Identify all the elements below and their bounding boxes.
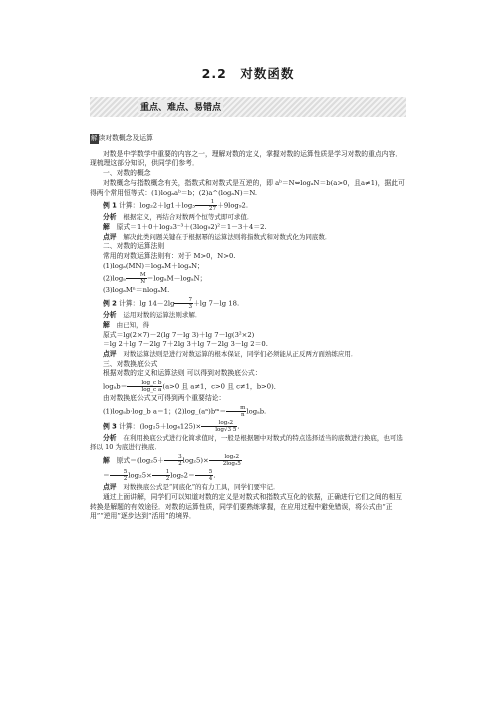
rule-2 bbox=[90, 271, 406, 286]
formula-fraction bbox=[127, 380, 162, 393]
comment-text: 对数运算法则是进行对数运算的根本保证，同学们必须能从正反两方面熟练应用． bbox=[123, 349, 358, 358]
example1-text-b: ＋9log₉2. bbox=[217, 201, 248, 210]
solution2-c: log₅2＝ bbox=[170, 471, 195, 480]
rule-2-b: ＝logₐM－logₐN； bbox=[146, 274, 207, 283]
rule-2-a: (2)logₐ bbox=[103, 274, 126, 283]
frac-denominator: 2log₃5 bbox=[222, 461, 241, 468]
example2-label: 例 2 bbox=[103, 299, 117, 308]
example3-label: 例 3 bbox=[103, 422, 117, 431]
solution-label: 解 bbox=[103, 222, 110, 231]
solution-fraction-2 bbox=[209, 454, 242, 467]
example3-solution bbox=[90, 453, 406, 468]
example3-comment bbox=[90, 483, 406, 493]
example3-text-a: 计算：(log₂5＋log₄125)× bbox=[119, 422, 202, 431]
section2-paragraph: 常用的对数运算法则有：对于 M>0，N>0. bbox=[103, 252, 236, 261]
section1-paragraph: 对数概念与指数概念有关，指数式和对数式是互逆的，即 aᵇ＝N⇔logₐN＝b(a>0，且a≠1)，据此可得两个常用恒等式：(1)logₐaᵇ＝b；(2)a^(logₐN)＝N. bbox=[90, 178, 405, 197]
solution-label: 解 bbox=[103, 320, 110, 329]
frac-numerator: m bbox=[226, 405, 246, 412]
change-of-base-formula bbox=[90, 379, 406, 394]
example2-text-b: ＋lg 7－lg 18. bbox=[193, 299, 240, 308]
frac-numerator: 7 bbox=[174, 297, 193, 304]
frac-numerator: 1 bbox=[195, 199, 217, 206]
solution-b: log₂5)× bbox=[182, 456, 209, 465]
frac-denominator: 2 bbox=[123, 476, 128, 483]
solution2-e: . bbox=[213, 471, 216, 480]
conclusions-b: logₐb. bbox=[246, 407, 267, 416]
article-body bbox=[90, 134, 406, 522]
intro-paragraph: 对数是中学数学中重要的内容之一，理解对数的定义，掌握对数的运算性质是学习对数的重点内容．现梳理这部分知识，供同学们参考． bbox=[90, 149, 403, 168]
analysis-text: 运用对数的运算法则求解． bbox=[123, 311, 202, 320]
example2-solution-line2: ＝lg 2＋lg 7－2lg 7＋2lg 3＋lg 7－2lg 3－lg 2＝0. bbox=[103, 340, 268, 349]
example2-comment bbox=[90, 350, 406, 360]
example3-solution-line2 bbox=[90, 468, 406, 483]
solution2-b: log₂5× bbox=[128, 471, 152, 480]
solution-a: 原式＝(log₂5＋ bbox=[116, 456, 165, 465]
comment-text: 解决此类问题关键在于根据幂的运算法则将指数式和对数式化为同底数． bbox=[123, 232, 332, 241]
analysis-label: 分析 bbox=[103, 311, 117, 320]
conclusions-a: (1)logₐb·log_b a＝1；(2)log_(aⁿ)bᵐ＝ bbox=[103, 407, 227, 416]
example3-analysis bbox=[90, 434, 406, 453]
example2-text-a: 计算：lg 14－2lg bbox=[119, 299, 175, 308]
section2-heading: 二、对数的运算法则 bbox=[103, 242, 165, 251]
page-title: 2.2 对数函数 bbox=[201, 66, 295, 81]
solution-text: 原式＝1＋0＋log₃3⁻³＋(3log₉2)²＝1－3＋4＝2. bbox=[116, 222, 267, 231]
solution2-fraction-1 bbox=[110, 469, 129, 482]
example2-fraction bbox=[174, 297, 193, 310]
frac-numerator: log_c b bbox=[127, 380, 162, 387]
formula-a: logₐb＝ bbox=[103, 382, 128, 391]
section3-paragraph: 根据对数的定义和运算法则 可以得到对数换底公式： bbox=[103, 369, 262, 378]
analysis-text: 在利用换底公式进行化简求值时，一般是根据题中对数式的特点选择适当的底数进行换底，也可选择以 10 为底进行换底． bbox=[90, 433, 403, 452]
section3-heading: 三、对数换底公式 bbox=[103, 359, 158, 368]
example1-fraction bbox=[195, 199, 217, 212]
intro-heading-text: 读对数概念及运算 bbox=[98, 134, 153, 142]
analysis-text: 根据定义，再结合对数两个恒等式即可求值． bbox=[123, 213, 254, 222]
frac-numerator: M bbox=[126, 272, 147, 279]
section-banner bbox=[90, 97, 406, 117]
intro-badge: 解 bbox=[91, 134, 98, 142]
rule-1: (1)logₐ(MN)＝logₐM＋logₐN； bbox=[103, 261, 204, 270]
solution2-fraction-2 bbox=[152, 469, 171, 482]
frac-numerator: 5 bbox=[195, 469, 214, 476]
solution-fraction-1 bbox=[164, 454, 183, 467]
frac-denominator: 2 bbox=[165, 476, 170, 483]
frac-numerator: 1 bbox=[152, 469, 171, 476]
solution-intro: 由已知，得 bbox=[116, 320, 150, 329]
analysis-label: 分析 bbox=[103, 433, 117, 442]
section3-paragraph-2: 由对数换底公式又可得到两个重要结论： bbox=[103, 394, 226, 403]
example1-text-a: 计算：log₂2＋lg1＋log₃ bbox=[119, 201, 195, 210]
banner-label: 重点、难点、易错点 bbox=[138, 100, 223, 113]
frac-numerator: log₃2 bbox=[201, 420, 237, 427]
example3-fraction bbox=[201, 419, 240, 433]
example2-analysis bbox=[90, 311, 406, 321]
conclusions bbox=[90, 404, 406, 419]
intro-heading bbox=[90, 134, 406, 144]
example1-label: 例 1 bbox=[103, 201, 117, 210]
example1-analysis bbox=[90, 213, 406, 223]
example2 bbox=[90, 296, 406, 311]
frac-denominator: 4 bbox=[208, 476, 213, 483]
rule-2-fraction bbox=[126, 272, 147, 285]
solution2-fraction-3 bbox=[195, 469, 214, 482]
frac-numerator: 5 bbox=[110, 469, 129, 476]
example2-solution-line1: 原式＝lg(2×7)－2(lg 7－lg 3)＋lg 7－lg(3²×2) bbox=[103, 330, 255, 339]
comment-label: 点评 bbox=[103, 349, 117, 358]
example3-text-b: . bbox=[237, 422, 240, 431]
frac-numerator: 3 bbox=[164, 454, 183, 461]
rule-3: (3)logₐMⁿ＝nlogₐM. bbox=[103, 286, 170, 295]
example1-comment bbox=[90, 233, 406, 243]
frac-denominator: 27 bbox=[208, 206, 217, 213]
frac-denominator: log√3 5 bbox=[215, 426, 237, 433]
frac-denominator: log_c a bbox=[141, 387, 162, 394]
frac-denominator: 3 bbox=[188, 304, 193, 311]
frac-denominator: n bbox=[240, 411, 245, 418]
example1 bbox=[90, 198, 406, 213]
frac-numerator: log₃2 bbox=[209, 454, 242, 461]
example3 bbox=[90, 419, 406, 434]
solution-label: 解 bbox=[103, 456, 110, 465]
closing-paragraph: 通过上面讲解，同学们可以知道对数的定义是对数式和指数式互化的依据，正确进行它们之间的相互转换是解题的有效途径．对数的运算性质，同学们要熟练掌握，在应用过程中避免错误，将公式由“正用”“逆用”逐步达到“活用”的境界． bbox=[90, 492, 403, 521]
analysis-label: 分析 bbox=[103, 213, 117, 222]
example2-solution bbox=[90, 321, 406, 331]
example1-solution bbox=[90, 223, 406, 233]
comment-label: 点评 bbox=[103, 232, 117, 241]
formula-b: (a>0 且 a≠1，c>0 且 c≠1，b>0)． bbox=[162, 382, 281, 391]
frac-denominator: N bbox=[140, 279, 146, 286]
solution2-a: ＝ bbox=[103, 471, 110, 480]
comment-label: 点评 bbox=[103, 483, 117, 492]
section1-heading: 一、对数的概念 bbox=[103, 169, 151, 178]
frac-denominator: 2 bbox=[178, 461, 182, 468]
conclusions-fraction bbox=[226, 405, 246, 418]
comment-text: 对数换底公式是“同底化”的有力工具，同学们要牢记． bbox=[123, 483, 280, 492]
